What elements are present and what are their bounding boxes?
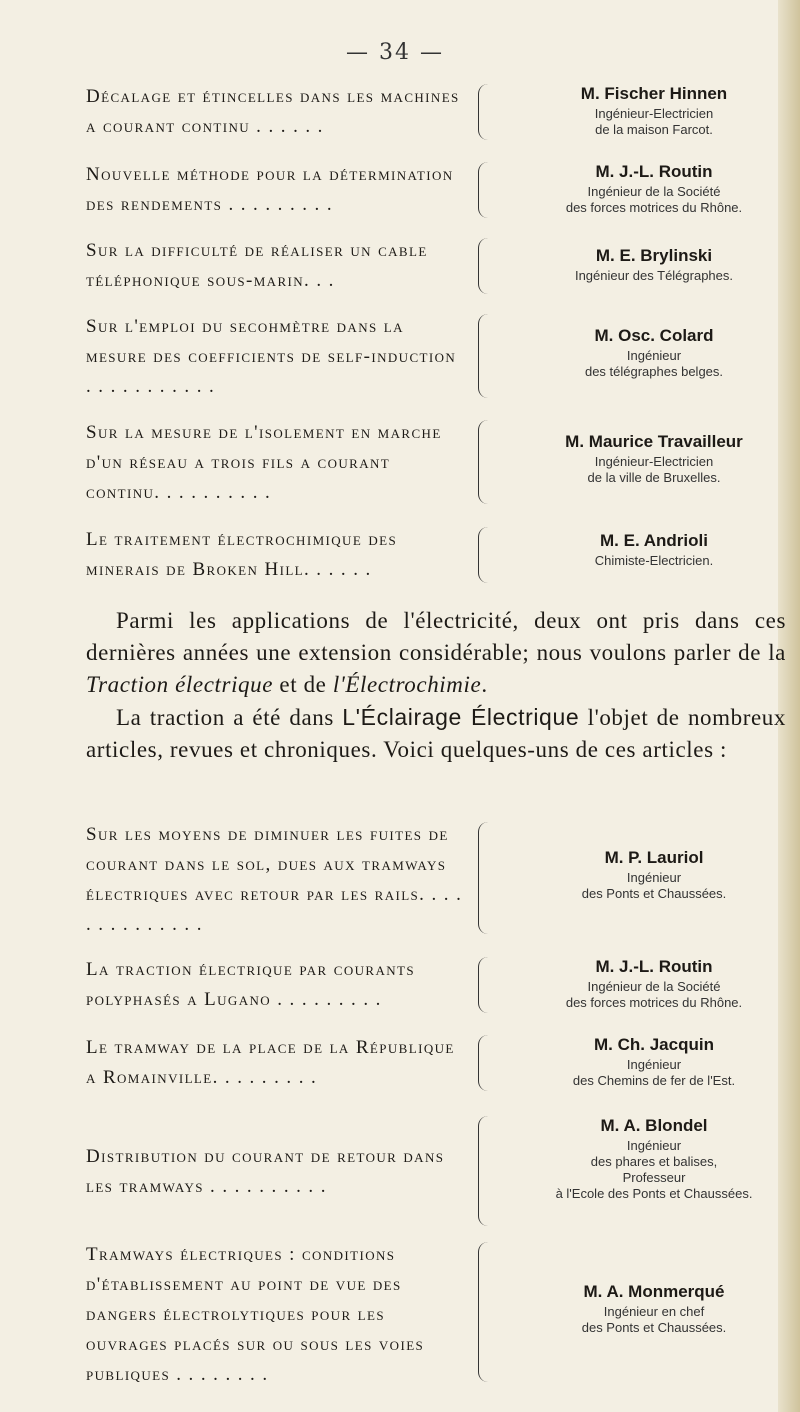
author-block — [494, 955, 800, 1011]
paragraph — [86, 701, 786, 766]
bracket — [478, 957, 489, 1013]
article-title: Sur la difficulté de réaliser un cable téléphonique sous-marin. . . — [86, 240, 428, 291]
emphasis: l'Électrochimie — [332, 672, 482, 697]
author-role: Ingénieur de la Société — [587, 184, 721, 199]
author-block — [494, 82, 800, 138]
author-block — [494, 430, 800, 486]
author-role: des Ponts et Chaussées. — [581, 886, 727, 901]
author-block — [494, 529, 800, 569]
author-role: Ingénieur — [626, 870, 682, 885]
journal-name: L'Éclairage Électrique — [342, 704, 580, 730]
bracket — [478, 1116, 489, 1226]
author-role: Ingénieur-Electricien — [594, 106, 714, 121]
author-role: de la ville de Bruxelles. — [587, 470, 721, 485]
author-name: M. E. Brylinski — [595, 246, 713, 265]
author-role: des forces motrices du Rhône. — [565, 995, 743, 1010]
author-name: M. J.-L. Routin — [595, 957, 713, 976]
author-block — [494, 1114, 800, 1202]
article-title: Distribution du courant de retour dans les tramways . . . . . . . . . . — [86, 1146, 445, 1197]
text: Parmi les applications de l'électricité, deux ont pris dans ces dernières années une extension considérable; nous voulons parler de la — [86, 608, 786, 665]
emphasis: Traction électrique — [86, 672, 274, 697]
author-name: M. Ch. Jacquin — [594, 1035, 714, 1054]
article-title: Sur les moyens de diminuer les fuites de courant dans le sol, dues aux tramways électriques avec retour par les rails. . . . . . . . . . . . . . — [86, 824, 463, 935]
author-role: des télégraphes belges. — [584, 364, 724, 379]
page-number: — 34 — — [346, 40, 444, 65]
author-role: Ingénieur des Télégraphes. — [574, 268, 734, 283]
author-name: M. J.-L. Routin — [595, 162, 713, 181]
author-role: Ingénieur en chef — [603, 1304, 705, 1319]
text: La traction a été dans — [116, 705, 343, 730]
author-block — [494, 1033, 800, 1089]
text: . — [481, 672, 488, 697]
author-name: M. Fischer Hinnen — [580, 84, 728, 103]
author-name: M. E. Andrioli — [600, 531, 708, 550]
author-role: Ingénieur-Electricien — [594, 454, 714, 469]
bracket — [478, 527, 489, 583]
author-name: M. P. Lauriol — [604, 848, 704, 867]
author-block — [494, 160, 800, 216]
bracket — [478, 238, 489, 294]
author-role: des Chemins de fer de l'Est. — [572, 1073, 736, 1088]
text: et de — [273, 672, 333, 697]
author-role: Chimiste-Electricien. — [594, 553, 714, 568]
author-role: des forces motrices du Rhône. — [565, 200, 743, 215]
author-block — [494, 846, 800, 902]
author-name: M. Maurice Travailleur — [565, 432, 743, 451]
article-title: La traction électrique par courants polyphasés a Lugano . . . . . . . . . — [86, 959, 416, 1010]
author-role: Professeur — [622, 1170, 686, 1185]
article-title: Sur l'emploi du secohmètre dans la mesure des coefficients de self-induction . . . . . . . . . . . — [86, 316, 457, 397]
author-name: M. A. Monmerqué — [583, 1282, 725, 1301]
article-title: Nouvelle méthode pour la détermination des rendements . . . . . . . . . — [86, 164, 454, 215]
author-role: des phares et balises, — [590, 1154, 718, 1169]
author-role: de la maison Farcot. — [595, 122, 713, 137]
bracket — [478, 162, 489, 218]
article-title: Décalage et étincelles dans les machines a courant continu . . . . . . — [86, 86, 460, 137]
bracket — [478, 314, 489, 398]
bracket — [478, 420, 489, 504]
article-title: Sur la mesure de l'isolement en marche d'un réseau a trois fils a courant continu. . . . . . . . . . — [86, 422, 442, 503]
bracket — [478, 84, 489, 140]
article-title: Le tramway de la place de la République a Romainville. . . . . . . . . — [86, 1037, 455, 1088]
paragraph — [86, 605, 786, 701]
bracket — [478, 822, 489, 934]
author-name: M. A. Blondel — [600, 1116, 708, 1135]
author-role: des Ponts et Chaussées. — [581, 1320, 727, 1335]
author-role: Ingénieur — [626, 1057, 682, 1072]
article-title: Tramways électriques : conditions d'établissement au point de vue des dangers électrolytiques pour les ouvrages placés sur ou sous les voies publiques . . . . . . . . — [86, 1244, 425, 1385]
author-block — [494, 324, 800, 380]
author-role: Ingénieur — [626, 1138, 682, 1153]
bracket — [478, 1035, 489, 1091]
intro-text — [86, 605, 786, 766]
article-title: Le traitement électrochimique des minerais de Broken Hill. . . . . . — [86, 529, 398, 580]
author-block — [494, 1280, 800, 1336]
author-block — [494, 244, 800, 284]
author-role: Ingénieur de la Société — [587, 979, 721, 994]
author-role: Ingénieur — [626, 348, 682, 363]
text: l'objet de nombreux articles, revues et chroniques. Voici quelques-uns de ces articles : — [86, 705, 786, 762]
author-role: à l'Ecole des Ponts et Chaussées. — [555, 1186, 753, 1201]
bracket — [478, 1242, 489, 1382]
author-name: M. Osc. Colard — [594, 326, 714, 345]
